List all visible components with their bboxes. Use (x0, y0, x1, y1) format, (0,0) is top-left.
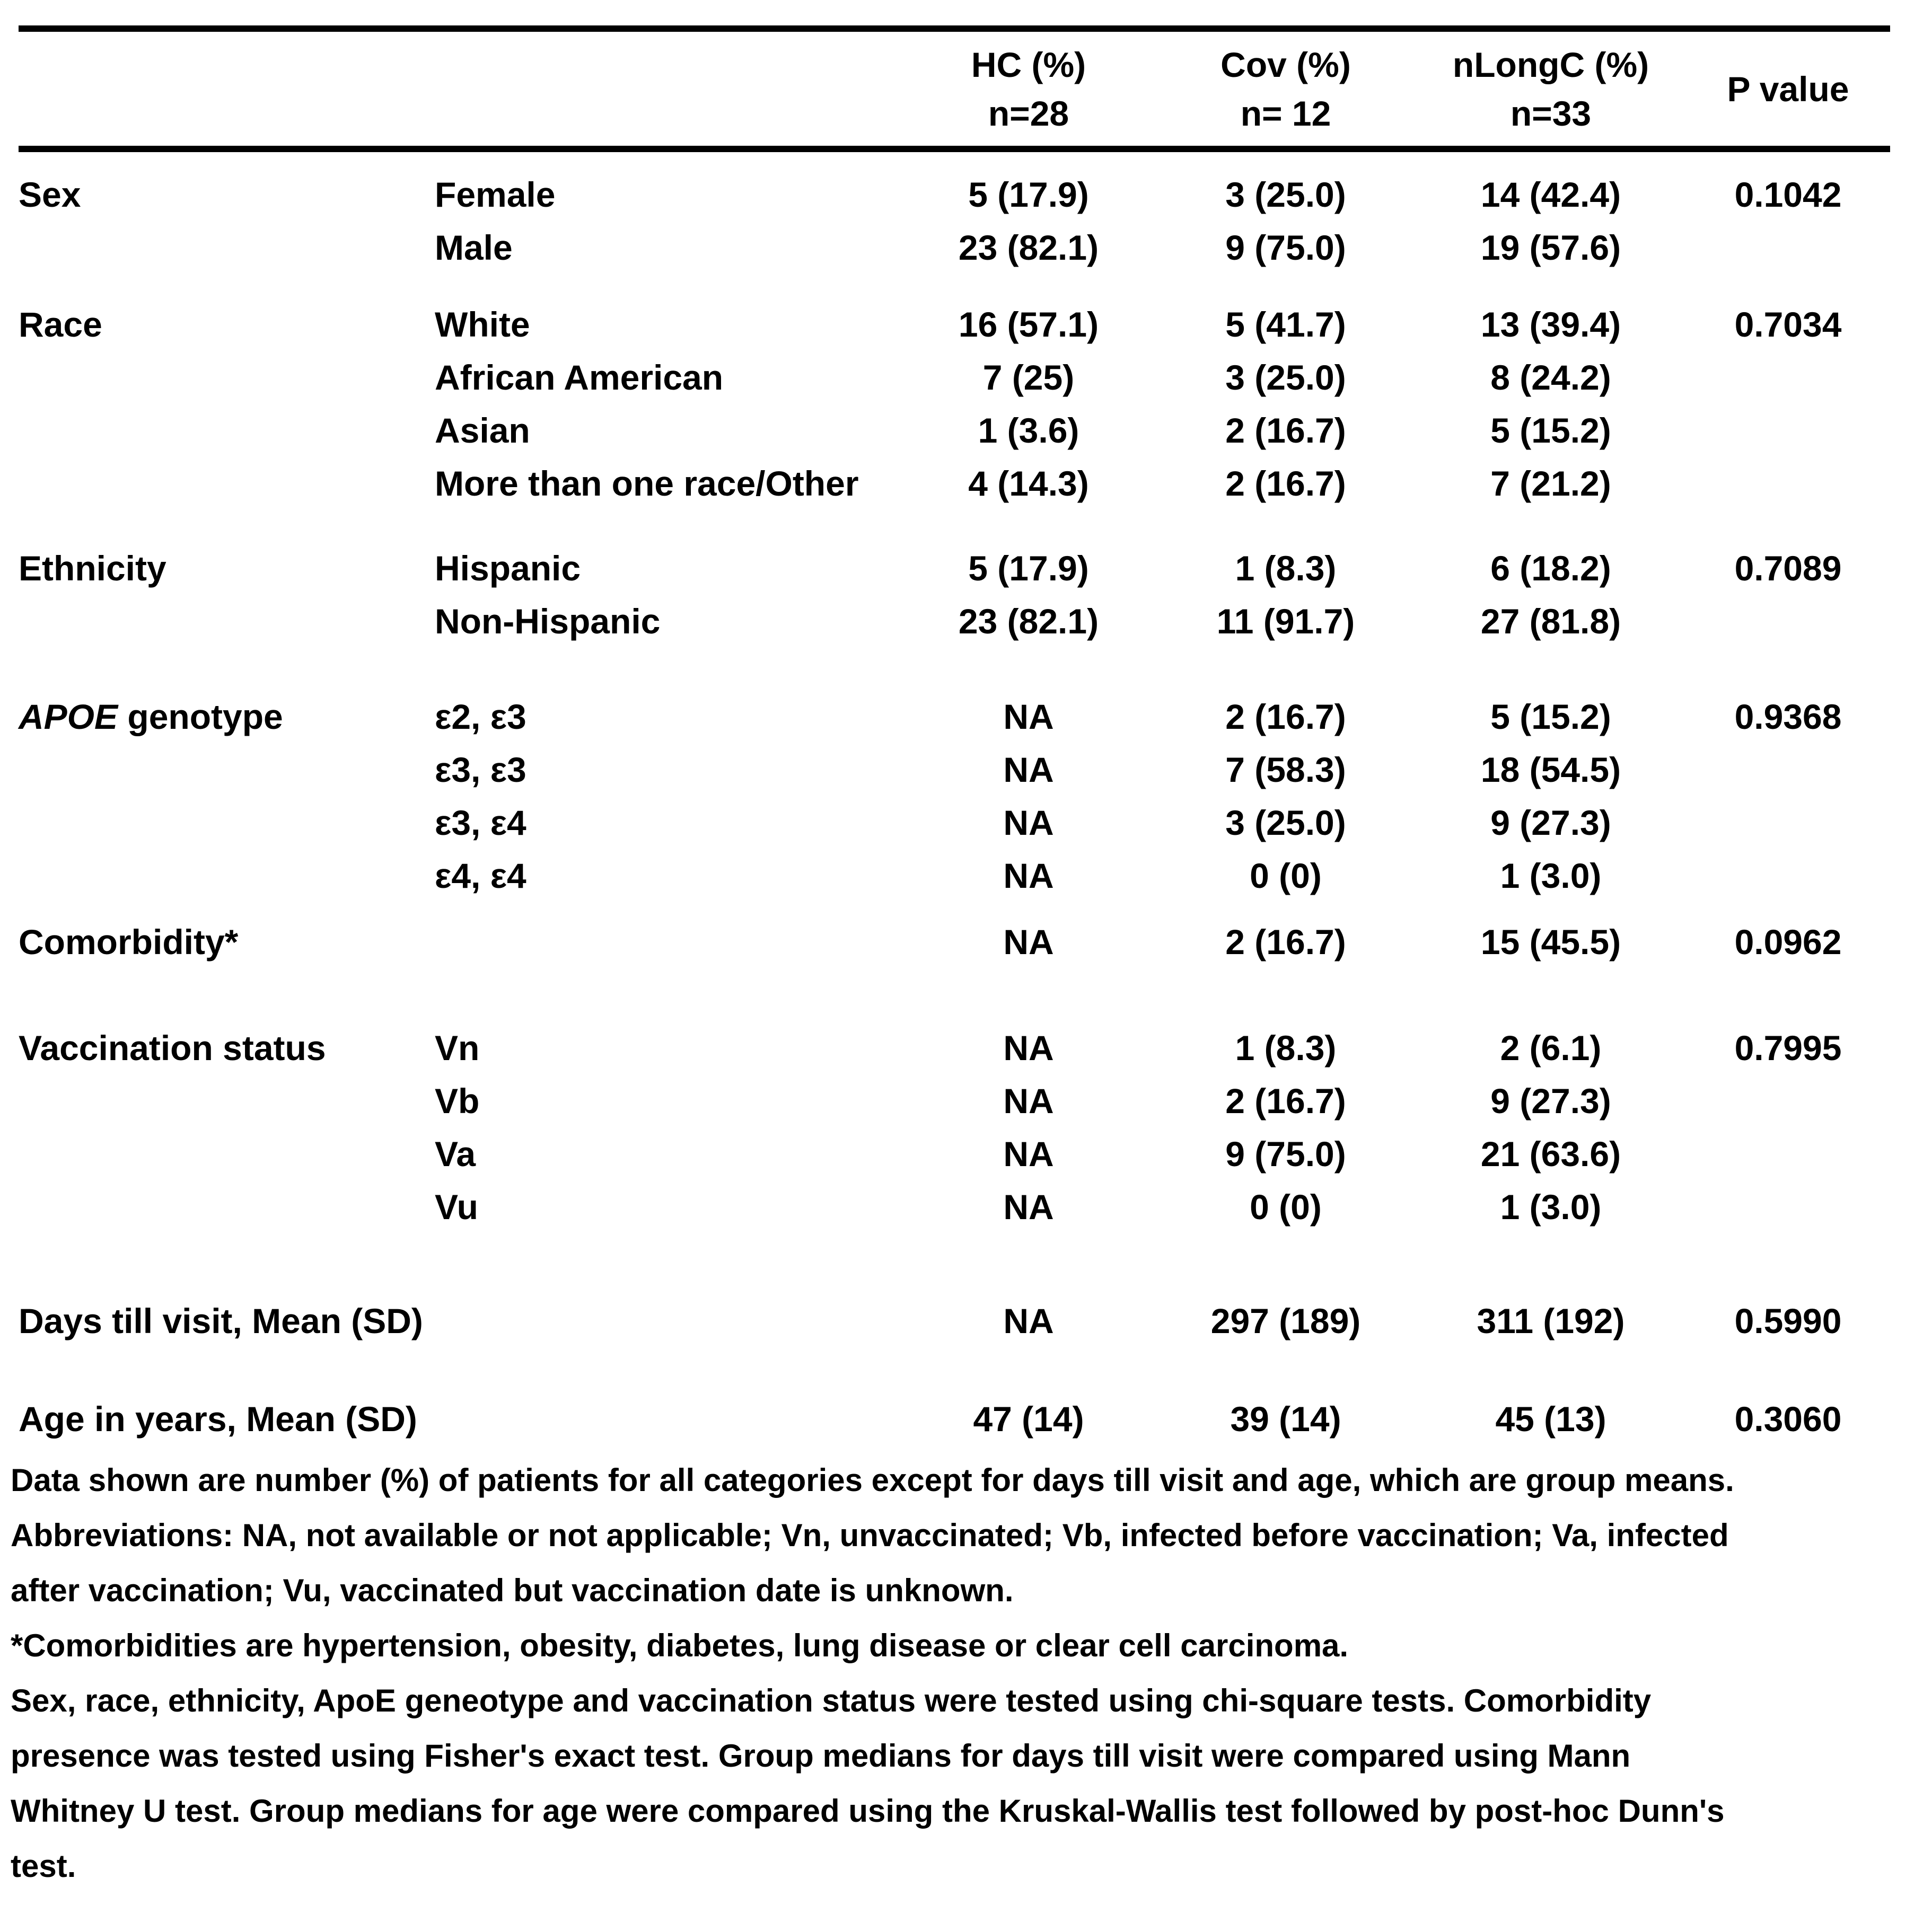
table-row (19, 1392, 1890, 1445)
hc-value: NA (1003, 1134, 1054, 1174)
p-value: 0.5990 (1734, 1301, 1842, 1340)
demographics-table (19, 25, 1890, 1445)
footnote-line: *Comorbidities are hypertension, obesity, diabetes, lung disease or clear cell carcinoma. (11, 1628, 1349, 1663)
nlongc-value: 21 (63.6) (1480, 1134, 1621, 1174)
hc-value: NA (1003, 1028, 1054, 1068)
subcategory-cell: White (435, 305, 530, 344)
table-row (19, 796, 1890, 849)
cov-value: 5 (41.7) (1225, 305, 1346, 344)
hc-value: NA (1003, 1301, 1054, 1340)
hc-value: NA (1003, 922, 1054, 962)
nlongc-value: 2 (6.1) (1500, 1028, 1602, 1068)
nlongc-value: 15 (45.5) (1480, 922, 1621, 962)
col-header-hc-line2: n=28 (988, 93, 1069, 133)
table-row (19, 221, 1890, 274)
hc-value: 4 (14.3) (968, 464, 1089, 503)
nlongc-value: 6 (18.2) (1490, 549, 1611, 588)
footnote-line: Data shown are number (%) of patients for all categories except for days till visit and age, which are group means. (11, 1462, 1734, 1498)
p-value: 0.3060 (1734, 1399, 1842, 1439)
table-row (19, 298, 1890, 351)
category-italic-part: APOE (19, 697, 118, 736)
subcategory-cell: ε3, ε3 (435, 750, 526, 789)
p-value: 0.0962 (1734, 922, 1842, 962)
hc-value: NA (1003, 750, 1054, 789)
cov-value: 1 (8.3) (1235, 549, 1337, 588)
nlongc-value: 8 (24.2) (1490, 358, 1611, 397)
nlongc-value: 9 (27.3) (1490, 803, 1611, 842)
p-value: 0.1042 (1734, 175, 1842, 214)
p-value: 0.7089 (1734, 549, 1842, 588)
cov-value: 0 (0) (1250, 856, 1322, 895)
col-header-cov (1156, 40, 1416, 138)
hc-value: NA (1003, 1081, 1054, 1121)
hc-value: 1 (3.6) (978, 411, 1079, 450)
hc-value: 23 (82.1) (958, 602, 1099, 641)
subcategory-cell: Hispanic (435, 549, 581, 588)
nlongc-value: 5 (15.2) (1490, 697, 1611, 736)
hc-value: NA (1003, 856, 1054, 895)
cov-value: 2 (16.7) (1225, 411, 1346, 450)
cov-value: 2 (16.7) (1225, 922, 1346, 962)
subcategory-cell: Female (435, 175, 556, 214)
footnote-line: test. (11, 1848, 76, 1884)
subcategory-cell: Vn (435, 1028, 480, 1068)
subcategory-cell: African American (435, 358, 724, 397)
hc-value: 5 (17.9) (968, 175, 1089, 214)
hc-value: NA (1003, 1187, 1054, 1227)
subcategory-cell: Vb (435, 1081, 480, 1121)
footnote-line: Sex, race, ethnicity, ApoE geneotype and vaccination status were tested using chi-square tests. Comorbidity (11, 1683, 1652, 1718)
cov-value: 9 (75.0) (1225, 1134, 1346, 1174)
cov-value: 3 (25.0) (1225, 358, 1346, 397)
cov-value: 11 (91.7) (1216, 602, 1355, 641)
table-row (19, 1127, 1890, 1180)
nlongc-value: 5 (15.2) (1490, 411, 1611, 450)
table-row (19, 1074, 1890, 1127)
subcategory-cell: Non-Hispanic (435, 602, 661, 641)
p-value: 0.7034 (1734, 305, 1842, 344)
subcategory-cell: Vu (435, 1187, 478, 1227)
category-cell: Sex (19, 175, 81, 214)
nlongc-value: 13 (39.4) (1480, 305, 1621, 344)
col-header-hc-line1: HC (%) (971, 45, 1086, 84)
col-header-hc (901, 40, 1156, 138)
table-row (19, 849, 1890, 902)
table-header-row (19, 32, 1890, 146)
col-header-nlongc (1416, 40, 1686, 138)
cov-value: 3 (25.0) (1225, 175, 1346, 214)
category-rest-part: genotype (118, 697, 283, 736)
hc-value: 47 (14) (973, 1399, 1084, 1439)
cov-value: 7 (58.3) (1225, 750, 1346, 789)
col-header-cov-line2: n= 12 (1240, 93, 1331, 133)
category-cell: Age in years, Mean (SD) (19, 1399, 417, 1439)
nlongc-value: 18 (54.5) (1480, 750, 1621, 789)
subcategory-cell: ε4, ε4 (435, 856, 526, 895)
table-row (19, 690, 1890, 743)
cov-value: 2 (16.7) (1225, 464, 1346, 503)
footnote-line: after vaccination; Vu, vaccinated but vaccination date is unknown. (11, 1573, 1014, 1608)
nlongc-value: 1 (3.0) (1500, 856, 1602, 895)
table-row (19, 743, 1890, 796)
p-value: 0.7995 (1734, 1028, 1842, 1068)
hc-value: 5 (17.9) (968, 549, 1089, 588)
hc-value: 16 (57.1) (958, 305, 1099, 344)
nlongc-value: 45 (13) (1495, 1399, 1606, 1439)
subcategory-cell: ε2, ε3 (435, 697, 526, 736)
paper-table-page (0, 25, 1932, 1905)
category-cell: Ethnicity (19, 549, 166, 588)
subcategory-cell: Asian (435, 411, 530, 450)
cov-value: 9 (75.0) (1225, 228, 1346, 267)
category-cell: Days till visit, Mean (SD) (19, 1301, 423, 1340)
hc-value: 7 (25) (982, 358, 1075, 397)
table-row (19, 1294, 1890, 1347)
footnote-line: Abbreviations: NA, not available or not applicable; Vn, unvaccinated; Vb, infected before vaccination; Va, infected (11, 1518, 1729, 1553)
table-row (19, 542, 1890, 595)
cov-value: 2 (16.7) (1225, 1081, 1346, 1121)
cov-value: 2 (16.7) (1225, 697, 1346, 736)
footnote-line: Whitney U test. Group medians for age were compared using the Kruskal-Wallis test followed by post-hoc Dunn's (11, 1793, 1725, 1829)
hc-value: NA (1003, 803, 1054, 842)
col-header-nlongc-line1: nLongC (%) (1452, 45, 1649, 84)
nlongc-value: 7 (21.2) (1490, 464, 1611, 503)
table-footnotes (11, 1453, 1927, 1894)
subcategory-cell: Va (435, 1134, 476, 1174)
subcategory-cell: More than one race/Other (435, 464, 859, 503)
hc-value: 23 (82.1) (958, 228, 1099, 267)
nlongc-value: 311 (192) (1477, 1301, 1625, 1340)
table-row (19, 1180, 1890, 1233)
category-cell: Comorbidity* (19, 922, 239, 962)
nlongc-value: 27 (81.8) (1480, 602, 1621, 641)
table-row (19, 404, 1890, 457)
col-header-cov-line1: Cov (%) (1220, 45, 1351, 84)
cov-value: 1 (8.3) (1235, 1028, 1337, 1068)
subcategory-cell: Male (435, 228, 513, 267)
category-cell: Race (19, 305, 102, 344)
p-value: 0.9368 (1734, 697, 1842, 736)
col-header-nlongc-line2: n=33 (1510, 93, 1592, 133)
footnote-line: presence was tested using Fisher's exact test. Group medians for days till visit were compared using Mann (11, 1738, 1631, 1774)
table-header-rule (19, 146, 1890, 152)
table-top-rule (19, 25, 1890, 32)
nlongc-value: 19 (57.6) (1480, 228, 1621, 267)
cov-value: 297 (189) (1210, 1301, 1361, 1340)
hc-value: NA (1003, 697, 1054, 736)
nlongc-value: 1 (3.0) (1500, 1187, 1602, 1227)
table-row (19, 351, 1890, 404)
category-cell (19, 696, 435, 737)
cov-value: 3 (25.0) (1225, 803, 1346, 842)
table-row (19, 457, 1890, 510)
table-row (19, 1021, 1890, 1074)
cov-value: 39 (14) (1230, 1399, 1341, 1439)
nlongc-value: 9 (27.3) (1490, 1081, 1611, 1121)
table-row (19, 915, 1890, 968)
table-row (19, 595, 1890, 648)
col-header-pvalue: P value (1727, 69, 1849, 109)
subcategory-cell: ε3, ε4 (435, 803, 526, 842)
table-row (19, 168, 1890, 221)
category-cell: Vaccination status (19, 1028, 326, 1068)
cov-value: 0 (0) (1250, 1187, 1322, 1227)
nlongc-value: 14 (42.4) (1480, 175, 1621, 214)
